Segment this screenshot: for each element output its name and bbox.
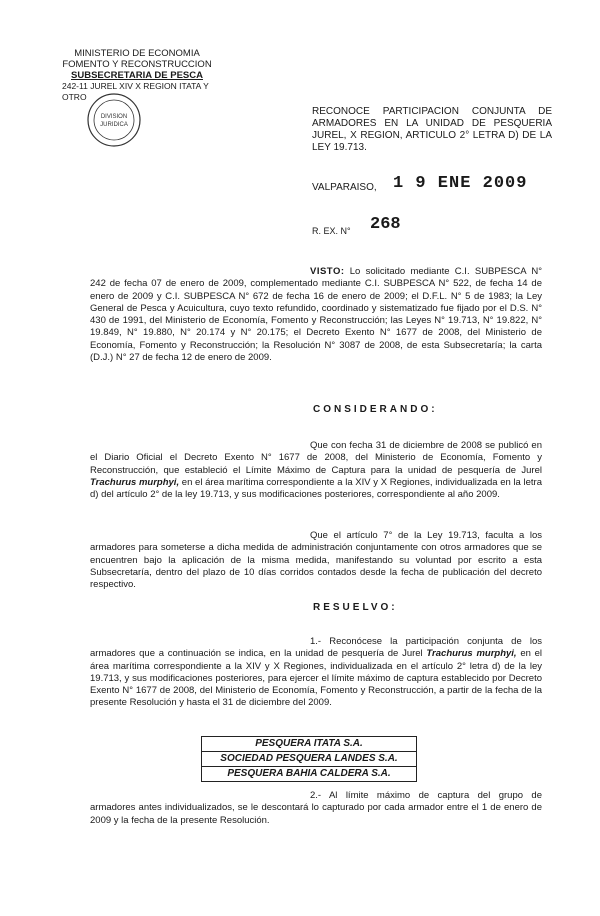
resolution-number-label: R. EX. N° [312,226,351,236]
company-row: SOCIEDAD PESQUERA LANDES S.A. [202,752,416,767]
visto-label: VISTO: [310,266,345,277]
resuelvo-heading: RESUELVO: [313,602,398,613]
subsecretaria-name: SUBSECRETARIA DE PESCA [71,70,203,81]
considerando-text-1a: Que con fecha 31 de diciembre de 2008 se publicó en el Diario Oficial el Decreto Exento N° 1677 de 2008, del Ministerio de Economía, Fomento y Reconstrucción, que estableció el Límite Máximo de Captura para la unidad de pesquería de Jurel [90,440,542,476]
visto-paragraph [90,266,542,364]
company-row: PESQUERA BAHIA CALDERA S.A. [227,768,391,779]
ministry-name-2: FOMENTO Y RECONSTRUCCION [62,59,212,70]
considerando-heading: CONSIDERANDO: [313,404,438,415]
considerando-text-1b: en el área marítima correspondiente a la XIV y X Regiones, individualizada en la letra d) del artículo 2° de la ley 19.713, y sus modificaciones posteriores, correspondiente al año 2009. [90,476,543,501]
ministry-name: MINISTERIO DE ECONOMIA [74,48,200,59]
species-name-2: Trachurus murphyi, [426,648,517,660]
company-row: PESQUERA ITATA S.A. [202,737,416,752]
species-name: Trachurus murphyi, [90,476,180,488]
considerando-paragraph-1 [90,440,542,501]
resuelvo-text-2: 2.- Al límite máximo de captura del grupo de armadores antes individualizados, se le descontará lo capturado por cada armador entre el 1 de enero de 2009 y la fecha de la presente Resolución. [90,790,542,826]
considerando-paragraph-2 [90,530,542,591]
visto-text: Lo solicitado mediante C.I. SUBPESCA N° 242 de fecha 07 de enero de 2009, complementado mediante C.I. SUBPESCA N° 522, de fecha 14 de enero de 2009 y C.I. SUBPESCA N° 672 de fecha 16 de enero de 2009; el D.F.L. N° 5 de 1983; la Ley General de Pesca y Acuicultura, cuyo texto refundido, coordinado y sistematizado fue fijado por el D.S. N° 430 de 1991, del Ministerio de Economía, Fomento y Reconstrucción; las Leyes N° 19.713, N° 19.822, N° 19.849, N° 19.880, N° 20.174 y N° 20.175; el Decreto Exento N° 1677 de 2008, del Ministerio de Economía, Fomento y Reconstrucción; la Resolución N° 3087 de 2008, de esta Subsecretaría; la carta (D.J.) N° 27 de fecha 12 de enero de 2009. [90,266,542,364]
companies-table [201,736,417,782]
resolution-subject: RECONOCE PARTICIPACION CONJUNTA DE ARMADORES EN LA UNIDAD DE PESQUERIA JUREL, X REGION, ARTICULO 2° LETRA D) DE LA LEY 19.713. [312,106,552,153]
considerando-text-2: Que el artículo 7° de la Ley 19.713, faculta a los armadores para someterse a dicha medida de administración conjuntamente con otros armadores que se encuentren bajo la aplicación de la misma medida, manifestando su voluntad por escrito a esta Subsecretaría, dentro del plazo de 10 días corridos contados desde la fecha de publicación del decreto respectivo. [90,530,542,591]
division-juridica-stamp [86,92,142,148]
svg-text:DIVISION: DIVISION [100,114,128,120]
resuelvo-paragraph-2 [90,790,542,827]
date-stamp: 1 9 ENE 2009 [393,174,528,193]
resolution-number: 268 [370,215,401,234]
place-label: VALPARAISO, [312,182,377,193]
resuelvo-text-1a: 1.- Reconócese la participación conjunta de los armadores que a continuación se indica, en la unidad de pesquería de Jurel [90,636,542,660]
document-reference: 242-11 JUREL XIV X REGION ITATA Y OTRO [62,81,209,102]
svg-text:JURIDICA: JURIDICA [100,122,128,128]
resuelvo-paragraph-1 [90,636,542,710]
resuelvo-text-1b: en el área marítima correspondiente a la XIV y X Regiones, individualizada en el artículo 2° letra d) de la ley 19.713, y sus modificaciones posteriores, para ejercer el límite máximo de captura establecido por Decreto Exento N° 1677 de 2008, del Ministerio de Economía, Fomento y Reconstrucción, a partir de la fecha de la presente Resolución y hasta el 31 de diciembre del 2009. [90,648,543,709]
